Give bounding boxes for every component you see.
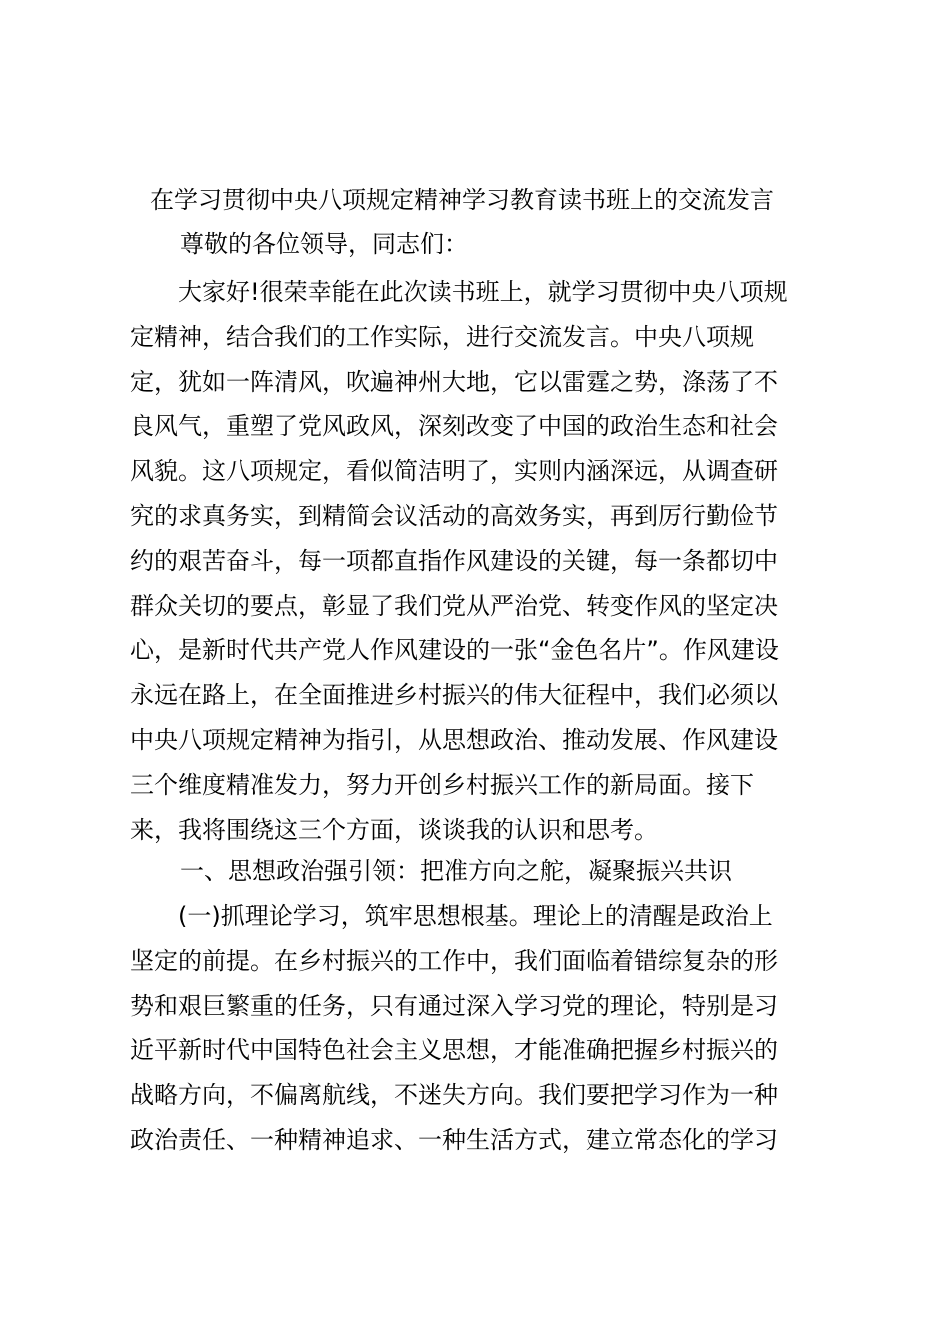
paragraph-line: 约的艰苦奋斗，每一项都直指作风建设的关键，每一条都切中 [130,546,778,575]
section-heading-1: 一、思想政治强引领：把准方向之舵，凝聚振兴共识 [180,857,732,885]
paragraph-line: 政治责任、一种精神追求、一种生活方式，建立常态化的学习 [130,1125,778,1154]
paragraph-line: 群众关切的要点，彰显了我们党从严治党、转变作风的坚定决 [130,591,778,620]
paragraph-line: 近平新时代中国特色社会主义思想，才能准确把握乡村振兴的 [130,1036,778,1065]
document-title: 在学习贯彻中央八项规定精神学习教育读书班上的交流发言 [150,186,774,214]
paragraph-line: 来，我将围绕这三个方面，谈谈我的认识和思考。 [130,815,658,844]
paragraph-theory-study [130,894,830,1163]
paragraph-line: 心，是新时代共产党人作风建设的一张“金色名片”。作风建设 [130,636,779,665]
paragraph-line: 究的求真务实，到精简会议活动的高效务实，再到厉行勤俭节 [130,501,778,530]
paragraph-line: 良风气，重塑了党风政风，深刻改变了中国的政治生态和社会 [130,412,778,441]
paragraph-line: (一)抓理论学习，筑牢思想根基。理论上的清醒是政治上 [178,902,773,930]
paragraph-line: 中央八项规定精神为指引，从思想政治、推动发展、作风建设 [130,725,778,754]
paragraph-line: 势和艰巨繁重的任务，只有通过深入学习党的理论，特别是习 [130,991,778,1020]
paragraph-intro [130,270,830,852]
paragraph-line: 三个维度精准发力，努力开创乡村振兴工作的新局面。接下 [130,770,754,799]
paragraph-line: 坚定的前提。在乡村振兴的工作中，我们面临着错综复杂的形 [130,946,778,975]
paragraph-line: 定，犹如一阵清风，吹遍神州大地，它以雷霆之势，涤荡了不 [130,367,778,396]
paragraph-line: 战略方向，不偏离航线，不迷失方向。我们要把学习作为一种 [130,1081,778,1110]
paragraph-line: 大家好!很荣幸能在此次读书班上，就学习贯彻中央八项规 [178,278,788,306]
salutation: 尊敬的各位领导，同志们： [180,230,468,258]
paragraph-line: 定精神，结合我们的工作实际，进行交流发言。中央八项规 [130,322,754,351]
paragraph-line: 风貌。这八项规定，看似简洁明了，实则内涵深远，从调查研 [130,457,778,486]
paragraph-line: 永远在路上，在全面推进乡村振兴的伟大征程中，我们必须以 [130,681,778,710]
